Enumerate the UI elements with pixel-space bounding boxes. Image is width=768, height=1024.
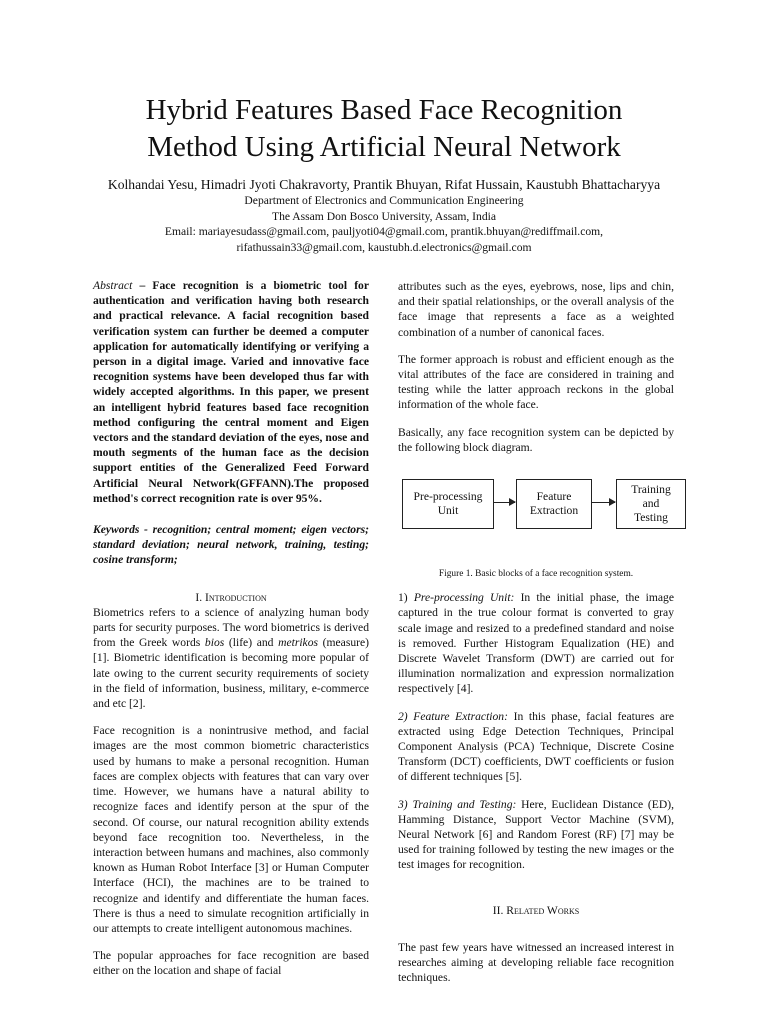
step-1-paragraph <box>398 590 674 696</box>
left-column <box>93 278 369 991</box>
intro-p1-c: (measure) [1]. Biometric identification is becoming more popular of late owing to the current security requirements of society in the field of information, business, military, e-commerce and etc [2]. <box>93 636 369 711</box>
abstract-text: – Face recognition is a biometric tool for authentication and verification having both research and practical relevance. A facial recognition based verification system can further be deemed a computer application for automatically identifying or verifying a person in a digital image. Varied and innovative face recognition systems have been developed thus far with widely accepted algorithms. In this paper, we present an intelligent hybrid features based face recognition method configuring the central moment and Eigen vectors and the standard deviation of the eyes, nose and mouth segments of the human face as the decision support entities of the Generalized Feed Forward Artificial Neural Network(GFFANN).The proposed method's correct recognition rate is over 95%. <box>93 279 369 505</box>
keywords-paragraph: Keywords - recognition; central moment; eigen vectors; standard deviation; neural network, training, testing; cosine transform; <box>93 523 369 567</box>
block-2-line-1: Feature <box>536 490 572 504</box>
right-paragraph-1: attributes such as the eyes, eyebrows, nose, lips and chin, and their spatial relationships, or the overall analysis of the face image that represents a face as a weighted combination of a number of canonical faces. <box>398 280 674 339</box>
figure-caption: Figure 1. Basic blocks of a face recognition system. <box>438 569 634 580</box>
step-1-label: 1) <box>398 591 414 605</box>
block-3-line-3: Testing <box>634 511 668 525</box>
block-feature-extraction <box>516 479 592 529</box>
author-list: Kolhandai Yesu, Himadri Jyoti Chakravorty, Prantik Bhuyan, Rifat Hussain, Kaustubh Bhattacharyya <box>107 177 661 192</box>
block-preprocessing-unit <box>402 479 494 529</box>
affiliation-block <box>40 193 728 255</box>
right-column <box>398 279 674 998</box>
abstract-paragraph <box>93 278 369 506</box>
step-3-text: Here, Euclidean Distance (ED), Hamming Distance, Support Vector Machine (SVM), Neural Network [6] and Random Forest (RF) [7] may be used for training followed by testing the new images or the test images for recognition. <box>398 797 674 872</box>
intro-paragraph-1 <box>93 605 369 711</box>
step-2-paragraph <box>398 709 674 785</box>
right-paragraph-2: The former approach is robust and efficient enough as the vital attributes of the face are considered in training and testing while the latter approach reckons in the global information of the whole face. <box>398 352 674 412</box>
university: The Assam Don Bosco University, Assam, India <box>271 209 497 223</box>
email-line-1: Email: mariayesudass@gmail.com, pauljyoti04@gmail.com, prantik.bhuyan@rediffmail.com, <box>164 225 604 238</box>
greek-word-metrikos: metrikos <box>278 636 319 650</box>
paper-title-line-2: Method Using Artificial Neural Network <box>147 131 621 163</box>
email-line-2: rifathussain33@gmail.com, kaustubh.d.electronics@gmail.com <box>236 240 532 254</box>
abstract-label: Abstract <box>93 279 133 292</box>
block-2-line-2: Extraction <box>529 504 579 518</box>
greek-word-bios: bios <box>204 636 225 650</box>
related-paragraph-1: The past few years have witnessed an increased interest in researches aiming at developing reliable face recognition techniques. <box>398 940 674 985</box>
paper-title-line-1: Hybrid Features Based Face Recognition <box>145 94 623 126</box>
step-1-title: Pre-processing Unit: <box>413 591 515 605</box>
right-paragraph-3: Basically, any face recognition system can be depicted by the following block diagram. <box>398 425 674 454</box>
section-heading-introduction: I. Introduction <box>195 590 267 604</box>
step-2-title: 2) Feature Extraction: <box>398 709 508 723</box>
arrow-right-icon <box>591 502 615 503</box>
step-2-text: In this phase, facial features are extracted using Edge Detection Techniques, Principal Component Analysis (PCA) Technique, Discrete Cosine Transform (DCT) coefficients, DWT coefficients or fusion of different techniques [5]. <box>398 709 674 784</box>
step-3-title: 3) Training and Testing: <box>398 797 517 811</box>
intro-p1-a: Biometrics refers to a science of analyzing human body parts for security purposes. The word biometrics is derived from the Greek words <box>93 605 369 650</box>
block-3-line-1: Training <box>631 483 671 497</box>
intro-paragraph-2: Face recognition is a nonintrusive method, and facial images are the most common biometric characteristics used by humans to make a personal recognition. Human faces are complex objects with features that can vary over time. However, we humans have a natural ability to recognize faces and identify person at the spur of the second. Of course, our natural recognition ability extends beyond face recognition too. Nevertheless, in the interaction between humans and machines, also commonly known as Human Robot Interface [3] or Human Computer Interface (HCI), the machines are to be trained to recognize and identify and differentiate the human faces. There is thus a need to simulate recognition artificially in our attempts to create intelligent autonomous machines. <box>93 724 369 935</box>
block-1-line-2: Unit <box>437 504 459 518</box>
block-diagram <box>398 467 674 565</box>
step-3-paragraph <box>398 797 674 873</box>
arrow-right-icon <box>493 502 515 503</box>
block-1-line-1: Pre-processing <box>413 490 483 504</box>
paper-title <box>60 92 708 166</box>
section-heading-related-works: II. Related Works <box>492 903 580 917</box>
block-training-testing <box>616 479 686 529</box>
intro-p1-b: (life) and <box>224 636 279 650</box>
step-1-text: In the initial phase, the image captured in the true colour format is converted to gray scale image and resized to a predefined standard and noise is removed. Further Histogram Equalization (HE) and Discrete Wavelet Transform (DWT) are carried out for illumination normalization and expression normalization respectively [4]. <box>398 591 674 696</box>
intro-paragraph-3: The popular approaches for face recognition are based either on the location and shape of facial <box>93 949 369 978</box>
block-3-line-2: and <box>642 497 660 511</box>
department: Department of Electronics and Communication Engineering <box>244 194 524 207</box>
